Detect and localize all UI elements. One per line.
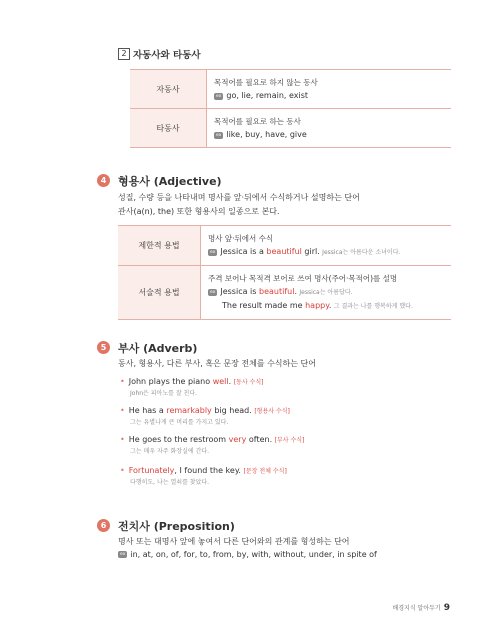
row-label: 타동사 — [130, 109, 207, 148]
verb-table — [130, 69, 451, 148]
highlight-word: remarkably — [166, 406, 212, 415]
usage-tag: [문장 전체 수식] — [243, 468, 287, 475]
row-label: 자동사 — [130, 70, 207, 109]
example-translation: Jessica는 아름다운 소녀이다. — [322, 249, 401, 256]
translation: 다행히도, 나는 열쇠를 찾았다. — [130, 479, 210, 486]
example-translation: Jessica는 아름답다. — [299, 289, 353, 296]
section-title: 부사 (Adverb) — [118, 342, 198, 355]
page-number: 9 — [443, 603, 450, 613]
example-tag: ex — [210, 289, 216, 295]
section-number-badge: 6 — [97, 519, 110, 532]
row-description: 목적어를 필요로 하지 않는 동사 — [214, 78, 318, 87]
row-label: 제한적 용법 — [118, 226, 201, 266]
list-item: • He goes to the restroom very often. [부사 수식] 그는 매우 자주 화장실에 간다. — [120, 435, 305, 455]
translation: 그는 매우 자주 화장실에 간다. — [130, 448, 210, 455]
example-translation: 그 결과는 나를 행복하게 했다. — [333, 303, 413, 310]
row-description: 목적어를 필요로 하는 동사 — [214, 117, 301, 126]
example-tag: ex — [216, 93, 222, 99]
list-item: • John plays the piano well. [동사 수식] John은 피아노를 잘 친다. — [120, 377, 264, 397]
highlight-word: beautiful — [266, 247, 302, 256]
list-item: • He has a remarkably big head. [형용사 수식] 그는 유별나게 큰 머리를 가지고 있다. — [120, 406, 290, 426]
section-title: 형용사 (Adjective) — [118, 175, 222, 188]
section-description: 관사(a(n), the) 또한 형용사의 일종으로 본다. — [118, 207, 280, 216]
example-tag: ex — [120, 552, 126, 557]
example-sentence: Jessica is beautiful. — [220, 287, 297, 296]
example-tag: ex — [210, 249, 216, 255]
example-tag: ex — [216, 132, 222, 138]
translation: 그는 유별나게 큰 머리를 가지고 있다. — [130, 419, 229, 426]
usage-tag: [형용사 수식] — [254, 408, 290, 415]
row-label: 서술적 용법 — [118, 266, 201, 320]
row-content — [201, 226, 452, 266]
row-content — [207, 70, 452, 109]
highlight-word: happy — [305, 301, 329, 310]
example-line — [118, 550, 377, 559]
highlight-word: beautiful — [258, 287, 295, 296]
subsection-number: 2 — [118, 48, 130, 60]
highlight-word: very — [228, 435, 247, 444]
highlight-word: Fortunately — [128, 466, 175, 475]
table-row — [118, 226, 451, 266]
section-number-badge: 4 — [97, 174, 110, 187]
usage-tag: [부사 수식] — [274, 437, 305, 444]
section-description: 동사, 형용사, 다른 부사, 혹은 문장 전체를 수식하는 단어 — [118, 359, 316, 368]
section-description: 성질, 수량 등을 나타내며 명사를 앞·뒤에서 수식하거나 설명하는 단어 — [118, 193, 360, 202]
row-content — [207, 109, 452, 148]
table-row — [118, 266, 451, 320]
translation: John은 피아노를 잘 친다. — [130, 390, 198, 397]
highlight-word: well — [212, 377, 229, 386]
usage-tag: [동사 수식] — [233, 379, 264, 386]
section-description: 명사 또는 대명사 앞에 놓여서 다른 단어와의 관계를 형성하는 단어 — [118, 537, 350, 546]
example-sentence: The result made me happy. — [222, 301, 332, 310]
section-title: 전치사 (Preposition) — [118, 520, 235, 533]
example-words: in, at, on, of, for, to, from, by, with, without, under, in spite of — [130, 550, 377, 559]
row-content — [201, 266, 452, 320]
table-row — [130, 109, 451, 148]
adjective-table — [118, 225, 451, 320]
example-words: go, lie, remain, exist — [226, 91, 309, 100]
example-words: like, buy, have, give — [226, 130, 307, 139]
row-description: 주격 보어나 목적격 보어로 쓰여 명사(주어·목적어)를 설명 — [208, 274, 398, 283]
table-row — [130, 70, 451, 109]
list-item: • Fortunately, I found the key. [문장 전체 수식] 다행히도, 나는 열쇠를 찾았다. — [120, 466, 287, 486]
row-description: 명사 앞·뒤에서 수식 — [208, 234, 274, 243]
example-sentence: Jessica is a beautiful girl. — [220, 247, 320, 256]
page-footer — [392, 603, 450, 613]
section-number-badge: 5 — [97, 341, 110, 354]
subsection-title: 자동사와 타동사 — [133, 50, 201, 61]
footer-label: 배경지식 알아두기 — [392, 605, 441, 612]
